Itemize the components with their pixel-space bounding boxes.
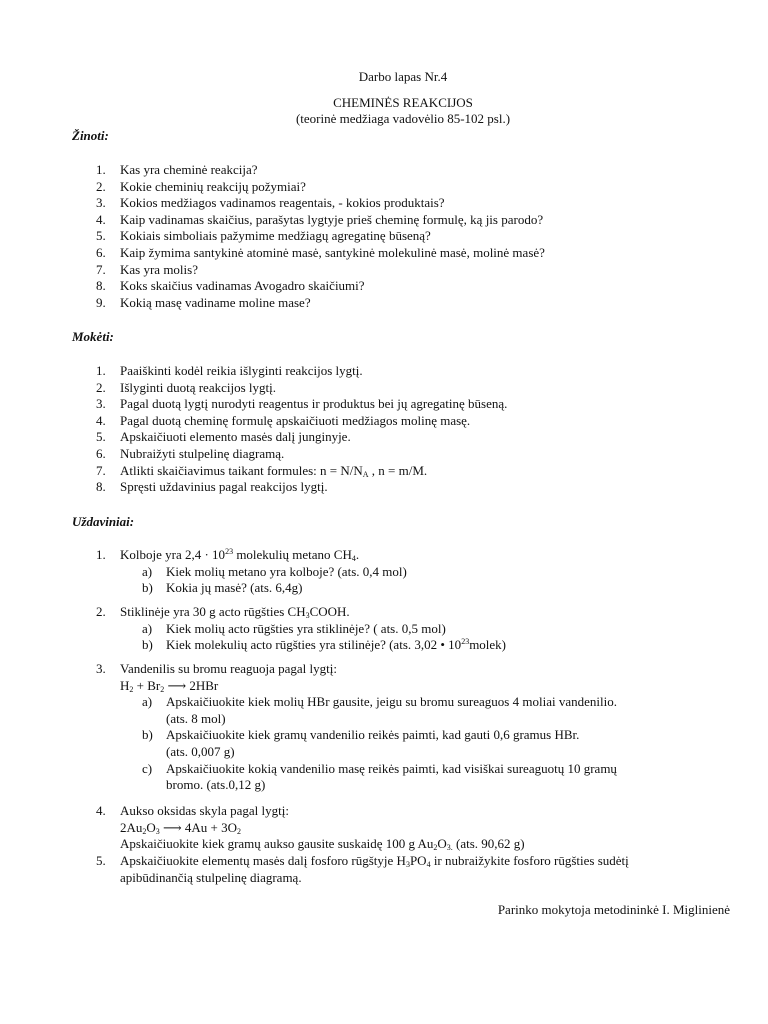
item-number: 7. [96,261,106,277]
task-statement [72,803,525,853]
skills-heading: Mokėti: [72,329,114,344]
subquestion-letter: c) [142,760,153,776]
item-number: 1. [96,162,106,177]
list-item [72,179,545,196]
task-2 [72,604,506,654]
task-text: Stiklinėje yra 30 g acto rūgšties CH [120,604,306,619]
subquestion-letter: b) [142,727,153,743]
subquestion-text: Apskaičiuokite kiek molių HBr gausite, jeigu su bromu sureaguos 4 moliai vandenilio. [166,694,617,710]
task-text: (ats. 90,62 g) [452,836,525,852]
subquestion-letter: b) [142,580,153,596]
item-text: Apskaičiuoti elemento masės dalį junginyje. [120,429,351,445]
subscript: 2 [142,826,147,836]
task-3 [72,661,617,794]
item-number: 6. [96,445,106,461]
item-number: 3. [96,195,106,211]
subquestion-letter: b) [142,637,153,653]
eq-part: O [146,819,156,835]
item-text: Kokios medžiagos vadinamos reagentais, - kokios produktais? [120,195,445,211]
reaction-equation [120,678,617,695]
task-4 [72,803,525,853]
subquestion [120,580,407,597]
task-subquestions [120,694,617,794]
list-item [72,195,545,212]
item-text: Paaiškinti kodėl reikia išlyginti reakcijos lygtį. [120,363,363,378]
task-number: 4. [96,803,106,818]
item-number: 5. [96,429,106,445]
skills-list [72,363,507,496]
subquestion [120,637,506,654]
subquestion [120,727,617,760]
task-text: apibūdinančią stulpelinę diagramą. [120,869,302,885]
list-item [72,380,507,397]
item-number: 4. [96,211,106,227]
subquestion-text: Kiek molekulių acto rūgšties yra stilinėje? (ats. 3,02 • 10 [166,637,462,653]
list-item [72,295,545,312]
subquestion-letter: a) [142,563,153,579]
subscript: 2 [433,843,438,853]
eq-part: H [120,677,130,693]
subscript: 2 [237,826,242,836]
subquestion-answer: (ats. 8 mol) [166,710,226,726]
subquestion-text: Apskaičiuokite kokią vandenilio masę reikės paimti, kad visiškai sureaguotų 10 gramų [166,760,617,776]
topic-title: CHEMINĖS REAKCIJOS [333,95,473,110]
item-number: 6. [96,244,106,260]
list-item [72,446,507,463]
list-item [72,162,545,179]
list-item [72,429,507,446]
subscript: 3 [405,860,410,869]
item-text: Kas yra molis? [120,261,198,277]
task-text: ir nubraižykite fosforo rūgšties sudėtį [430,853,629,868]
list-item [72,413,507,430]
subquestion-letter: a) [142,620,153,636]
task-text: Vandenilis su bromu reaguoja pagal lygtį: [120,661,337,676]
list-item [72,463,507,480]
subscript: 3 [155,826,160,836]
item-number: 4. [96,412,106,428]
subquestion-text: molek) [469,637,507,653]
list-item [72,228,545,245]
item-number: 7. [96,462,106,478]
know-heading: Žinoti: [72,128,109,143]
task-text-line [120,853,629,870]
task-number: 1. [96,547,106,562]
item-text: Koks skaičius vadinamas Avogadro skaičiumi? [120,278,365,294]
task-number: 5. [96,853,106,868]
item-number: 2. [96,379,106,395]
item-number: 2. [96,178,106,194]
task-number: 3. [96,661,106,676]
sheet-title: Darbo lapas Nr.4 [358,69,448,84]
task-text: Aukso oksidas skyla pagal lygtį: [120,803,289,818]
subscript: A [362,469,369,479]
subscript: 4 [351,554,356,563]
eq-part: ⟶ 2HBr [164,677,219,693]
task-text: O [437,836,447,852]
task-text: Apskaičiuokite elementų masės dalį fosforo rūgštyje H [120,853,406,868]
task-subquestions [120,621,506,654]
item-text: Kokiais simboliais pažymime medžiagų agregatinę būseną? [120,228,431,244]
list-item [72,278,545,295]
list-item [72,212,545,229]
item-number: 9. [96,294,106,310]
task-1 [72,547,407,597]
item-text: Kaip vadinamas skaičius, parašytas lygtyje prieš cheminę formulę, ką jis parodo? [120,211,544,227]
subquestion [120,564,407,581]
task-statement [72,604,506,621]
eq-part: ⟶ 4Au + 3O [159,819,238,835]
task-statement [72,661,617,694]
task-text: COOH. [309,604,350,619]
subscript: 2 [160,684,165,694]
reaction-equation [120,820,525,837]
task-5 [72,853,629,886]
task-subquestions [120,564,407,597]
task-statement [72,853,629,886]
item-text: Pagal duotą lygtį nurodyti reagentus ir produktus bei jų agregatinę būseną. [120,396,508,412]
eq-part: 2Au [120,819,143,835]
item-number: 5. [96,228,106,244]
task-question [120,836,525,853]
subquestion-text: Kokia jų masė? (ats. 6,4g) [166,580,303,596]
task-text: PO [409,853,427,868]
subscript: 4 [426,860,431,869]
item-text: Nubraižyti stulpelinę diagramą. [120,445,285,461]
item-text-part: Atlikti skaičiavimus taikant formules: n = N/N [120,462,363,478]
task-statement [72,547,407,564]
subquestion-answer: (ats. 0,007 g) [166,743,235,759]
item-text: Kokią masę vadiname moline mase? [120,294,311,310]
item-text: Spręsti uždavinius pagal reakcijos lygtį. [120,479,328,495]
item-text: Išlyginti duotą reakcijos lygtį. [120,379,276,395]
subscript: 2 [129,684,134,694]
subquestion-letter: a) [142,694,153,710]
list-item [72,245,545,262]
tasks-heading: Uždaviniai: [72,514,135,529]
task-number: 2. [96,604,106,619]
subquestion-answer: bromo. (ats.0,12 g) [166,777,266,793]
list-item [72,262,545,279]
list-item [72,396,507,413]
item-number: 1. [96,363,106,378]
know-list [72,162,545,311]
task-text: Kolboje yra 2,4 · 10 [120,547,226,562]
subscript: 3 [305,611,310,620]
item-number: 8. [96,278,106,294]
subscript: 3. [446,843,453,853]
item-text-part: , n = m/M. [368,462,428,478]
task-text: . [355,547,360,562]
subquestion [120,621,506,638]
source-note: (teorinė medžiaga vadovėlio 85-102 psl.) [295,111,511,126]
subquestion-text: Apskaičiuokite kiek gramų vandenilio reikės paimti, kad gauti 0,6 gramus HBr. [166,727,580,743]
item-text: Pagal duotą cheminę formulę apskaičiuoti medžiagos molinę masę. [120,412,471,428]
subquestion [120,761,617,794]
list-item [72,479,507,496]
list-item [72,363,507,380]
subquestion-text: Kiek molių acto rūgšties yra stiklinėje? ( ats. 0,5 mol) [166,620,446,636]
item-number: 8. [96,479,106,495]
item-text: Kokie cheminių reakcijų požymiai? [120,178,306,194]
item-text: Kas yra cheminė reakcija? [120,162,258,177]
subquestion-text: Kiek molių metano yra kolboje? (ats. 0,4 mol) [166,563,407,579]
teacher-signature: Parinko mokytoja metodininkė I. Miglinienė [497,902,730,917]
item-text: Kaip žymima santykinė atominė masė, santykinė molekulinė masė, molinė masė? [120,244,545,260]
item-number: 3. [96,396,106,412]
superscript: 23 [461,637,470,647]
task-text: molekulių metano CH [233,547,352,562]
subquestion [120,694,617,727]
task-text: Apskaičiuokite kiek gramų aukso gausite suskaidę 100 g Au [120,836,434,852]
superscript: 23 [225,547,234,556]
eq-part: + Br [133,677,161,693]
